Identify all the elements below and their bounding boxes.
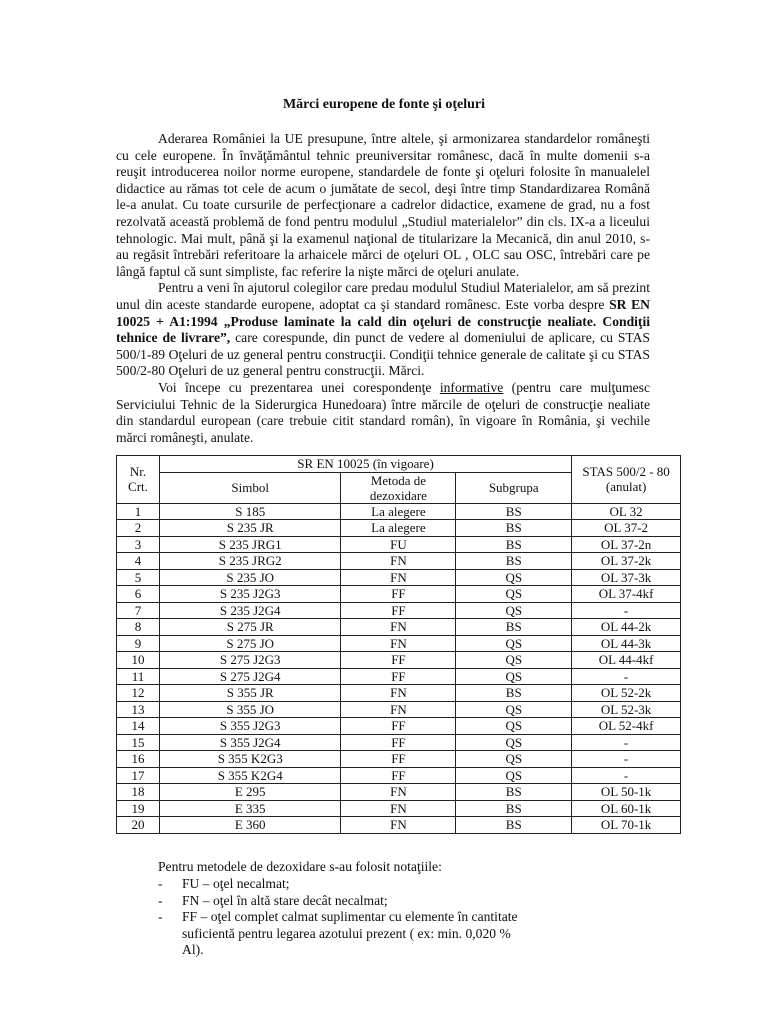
cell-metoda: FN xyxy=(341,800,456,817)
table-row xyxy=(117,767,681,784)
table-row xyxy=(117,817,681,834)
paragraph-intro: Aderarea României la UE presupune, între altele, şi armonizarea standardelor româneşti cu cele europene. În învăţământul tehnic preuniversitar românesc, dacă în multe domenii s-a reuşit introducerea noilor norme europene, standardele de fonte şi oţeluri folosite în manualelel didactice au rămas tot cele de acum o jumătate de secol, deşi între timp Standardizarea Română le-a anulat. Cu toate cursurile de perfecţionare a cadrelor didactice, examene de grad, nu a fost rezolvată această problemă de fond pentru modulul „Studiul materialelor” din cls. IX-a a liceului tehnologic. Mai mult, până şi la examenul naţional de titularizare la Mecanică, din anul 2010, s-au regăsit întrebări referitoare la arhaicele mărci de oţeluri OL , OLC sau OSC, întrebări care pe lângă faptul că sunt simpliste, fac referire la nişte mărci de oţeluri anulate. xyxy=(116,131,650,279)
cell-simbol: S 275 JO xyxy=(159,635,341,652)
cell-subgrupa: QS xyxy=(456,718,572,735)
standard-reference: SR EN 10025 + A1:1994 „Produse laminate la cald din oţeluri de construcţie nealiate. Condiţii tehnice de livrare”, xyxy=(116,296,650,346)
cell-stas: OL 44-3k xyxy=(572,635,681,652)
cell-metoda: FF xyxy=(341,668,456,685)
note-dash: - xyxy=(158,909,163,925)
cell-metoda: FN xyxy=(341,685,456,702)
table-row xyxy=(117,652,681,669)
cell-subgrupa: BS xyxy=(456,520,572,537)
cell-stas: OL 37-4kf xyxy=(572,586,681,603)
cell-nr: 5 xyxy=(117,569,160,586)
cell-simbol: S 275 J2G4 xyxy=(159,668,341,685)
cell-metoda: FF xyxy=(341,718,456,735)
table-header-row xyxy=(117,456,681,473)
header-simbol: Simbol xyxy=(159,472,341,503)
cell-simbol: S 235 JRG2 xyxy=(159,553,341,570)
cell-subgrupa: QS xyxy=(456,767,572,784)
cell-stas: OL 37-3k xyxy=(572,569,681,586)
cell-metoda: FF xyxy=(341,652,456,669)
cell-stas: OL 52-4kf xyxy=(572,718,681,735)
cell-subgrupa: BS xyxy=(456,685,572,702)
cell-nr: 19 xyxy=(117,800,160,817)
cell-subgrupa: BS xyxy=(456,553,572,570)
header-metoda: Metoda de dezoxidare xyxy=(341,472,456,503)
cell-simbol: S 185 xyxy=(159,503,341,520)
table-row xyxy=(117,635,681,652)
cell-subgrupa: QS xyxy=(456,668,572,685)
cell-metoda: FU xyxy=(341,536,456,553)
cell-metoda: FN xyxy=(341,553,456,570)
cell-nr: 3 xyxy=(117,536,160,553)
cell-subgrupa: QS xyxy=(456,652,572,669)
cell-nr: 8 xyxy=(117,619,160,636)
cell-nr: 11 xyxy=(117,668,160,685)
paragraph-standard-text-b: care corespunde, din punct de vedere al domeniului de aplicare, cu STAS 500/1-89 Oţeluri de uz general pentru construcţii. Condiţii tehnice generale de calitate şi cu STAS 500/2-80 Oţeluri de uz general pentru construcţii. Mărci. xyxy=(116,330,650,379)
cell-stas: OL 37-2 xyxy=(572,520,681,537)
table-row xyxy=(117,553,681,570)
table-row xyxy=(117,586,681,603)
table-row xyxy=(117,520,681,537)
cell-nr: 17 xyxy=(117,767,160,784)
cell-metoda: FN xyxy=(341,635,456,652)
cell-metoda: FF xyxy=(341,734,456,751)
cell-simbol: S 235 J2G3 xyxy=(159,586,341,603)
cell-nr: 16 xyxy=(117,751,160,768)
steel-grades-table xyxy=(116,455,681,834)
note-text: FU – oţel necalmat; xyxy=(182,876,290,892)
cell-simbol: E 335 xyxy=(159,800,341,817)
cell-subgrupa: QS xyxy=(456,635,572,652)
cell-nr: 1 xyxy=(117,503,160,520)
cell-stas: OL 32 xyxy=(572,503,681,520)
cell-metoda: FF xyxy=(341,602,456,619)
header-nr-crt: Nr. Crt. xyxy=(117,456,160,504)
notes-section xyxy=(158,859,678,958)
cell-subgrupa: BS xyxy=(456,503,572,520)
table-body xyxy=(117,503,681,833)
cell-nr: 15 xyxy=(117,734,160,751)
cell-simbol: S 355 J2G3 xyxy=(159,718,341,735)
cell-subgrupa: QS xyxy=(456,569,572,586)
header-sr-en: SR EN 10025 (în vigoare) xyxy=(159,456,571,473)
cell-stas: OL 52-2k xyxy=(572,685,681,702)
cell-metoda: FN xyxy=(341,619,456,636)
notes-list xyxy=(0,876,520,958)
cell-nr: 18 xyxy=(117,784,160,801)
header-subgrupa: Subgrupa xyxy=(456,472,572,503)
cell-simbol: S 235 JRG1 xyxy=(159,536,341,553)
table-row xyxy=(117,800,681,817)
cell-metoda: FN xyxy=(341,817,456,834)
note-text: FN – oţel în altă stare decât necalmat; xyxy=(182,892,388,908)
cell-subgrupa: BS xyxy=(456,784,572,801)
cell-stas: OL 44-4kf xyxy=(572,652,681,669)
cell-simbol: S 355 K2G3 xyxy=(159,751,341,768)
notes-intro: Pentru metodele de dezoxidare s-au folosit notaţiile: xyxy=(158,859,442,874)
cell-stas: OL 50-1k xyxy=(572,784,681,801)
cell-metoda: La alegere xyxy=(341,520,456,537)
cell-stas: OL 52-3k xyxy=(572,701,681,718)
cell-nr: 20 xyxy=(117,817,160,834)
note-item xyxy=(0,876,520,892)
cell-metoda: FN xyxy=(341,569,456,586)
header-stas: STAS 500/2 - 80 (anulat) xyxy=(572,456,681,504)
note-item xyxy=(0,893,520,909)
cell-metoda: FN xyxy=(341,784,456,801)
informative-word: informative xyxy=(439,379,504,395)
cell-stas: - xyxy=(572,767,681,784)
cell-stas: OL 37-2k xyxy=(572,553,681,570)
table-row xyxy=(117,619,681,636)
cell-nr: 10 xyxy=(117,652,160,669)
cell-stas: - xyxy=(572,734,681,751)
cell-subgrupa: BS xyxy=(456,817,572,834)
cell-subgrupa: BS xyxy=(456,619,572,636)
table-row xyxy=(117,701,681,718)
cell-metoda: FF xyxy=(341,767,456,784)
cell-stas: OL 70-1k xyxy=(572,817,681,834)
paragraph-correspondence-text-a: Voi începe cu prezentarea unei corespondenţe xyxy=(158,379,440,395)
cell-stas: - xyxy=(572,668,681,685)
cell-stas: - xyxy=(572,751,681,768)
note-item xyxy=(0,909,520,958)
cell-subgrupa: BS xyxy=(456,800,572,817)
cell-nr: 2 xyxy=(117,520,160,537)
cell-simbol: S 275 JR xyxy=(159,619,341,636)
cell-stas: OL 60-1k xyxy=(572,800,681,817)
cell-nr: 6 xyxy=(117,586,160,603)
table-row xyxy=(117,784,681,801)
cell-simbol: S 355 JO xyxy=(159,701,341,718)
cell-metoda: La alegere xyxy=(341,503,456,520)
cell-nr: 13 xyxy=(117,701,160,718)
cell-stas: OL 44-2k xyxy=(572,619,681,636)
cell-nr: 9 xyxy=(117,635,160,652)
cell-subgrupa: QS xyxy=(456,602,572,619)
cell-metoda: FN xyxy=(341,701,456,718)
cell-subgrupa: QS xyxy=(456,701,572,718)
table-row xyxy=(117,734,681,751)
cell-simbol: E 360 xyxy=(159,817,341,834)
cell-simbol: E 295 xyxy=(159,784,341,801)
document-body xyxy=(116,131,650,446)
cell-nr: 4 xyxy=(117,553,160,570)
cell-metoda: FF xyxy=(341,751,456,768)
cell-simbol: S 235 J2G4 xyxy=(159,602,341,619)
cell-nr: 7 xyxy=(117,602,160,619)
cell-stas: OL 37-2n xyxy=(572,536,681,553)
table-row xyxy=(117,536,681,553)
cell-simbol: S 355 JR xyxy=(159,685,341,702)
paragraph-correspondence-text-b: (pentru care mulţumesc Serviciului Tehnic de la Siderurgica Hunedoara) între mărcile de oţeluri de construcţie nealiate din standardul european (care trebuie citit standard român), în vigoare în România, şi vechile mărci româneşti, anulate. xyxy=(116,379,651,445)
cell-simbol: S 275 J2G3 xyxy=(159,652,341,669)
cell-simbol: S 355 J2G4 xyxy=(159,734,341,751)
table-row xyxy=(117,569,681,586)
table-row xyxy=(117,602,681,619)
cell-subgrupa: QS xyxy=(456,586,572,603)
cell-nr: 12 xyxy=(117,685,160,702)
table-row xyxy=(117,718,681,735)
cell-simbol: S 235 JR xyxy=(159,520,341,537)
table-row xyxy=(117,668,681,685)
note-dash: - xyxy=(158,892,163,908)
table-row xyxy=(117,503,681,520)
cell-subgrupa: BS xyxy=(456,536,572,553)
cell-stas: - xyxy=(572,602,681,619)
table-row xyxy=(117,751,681,768)
paragraph-standard-text-a: Pentru a veni în ajutorul colegilor care predau modulul Studiul Materialelor, am să prezint unul din aceste standarde europene, adoptat ca şi standard românesc. Este vorba despre xyxy=(116,280,650,312)
cell-simbol: S 235 JO xyxy=(159,569,341,586)
cell-nr: 14 xyxy=(117,718,160,735)
cell-metoda: FF xyxy=(341,586,456,603)
note-dash: - xyxy=(158,876,163,892)
cell-simbol: S 355 K2G4 xyxy=(159,767,341,784)
table-row xyxy=(117,685,681,702)
document-title: Mărci europene de fonte şi oţeluri xyxy=(282,97,486,112)
paragraph-standard xyxy=(116,280,650,380)
note-text: FF – oţel complet calmat suplimentar cu elemente în cantitate suficientă pentru legarea azotului prezent ( ex: min. 0,020 % Al). xyxy=(182,909,518,958)
paragraph-correspondence xyxy=(116,380,650,446)
cell-subgrupa: QS xyxy=(456,751,572,768)
cell-subgrupa: QS xyxy=(456,734,572,751)
